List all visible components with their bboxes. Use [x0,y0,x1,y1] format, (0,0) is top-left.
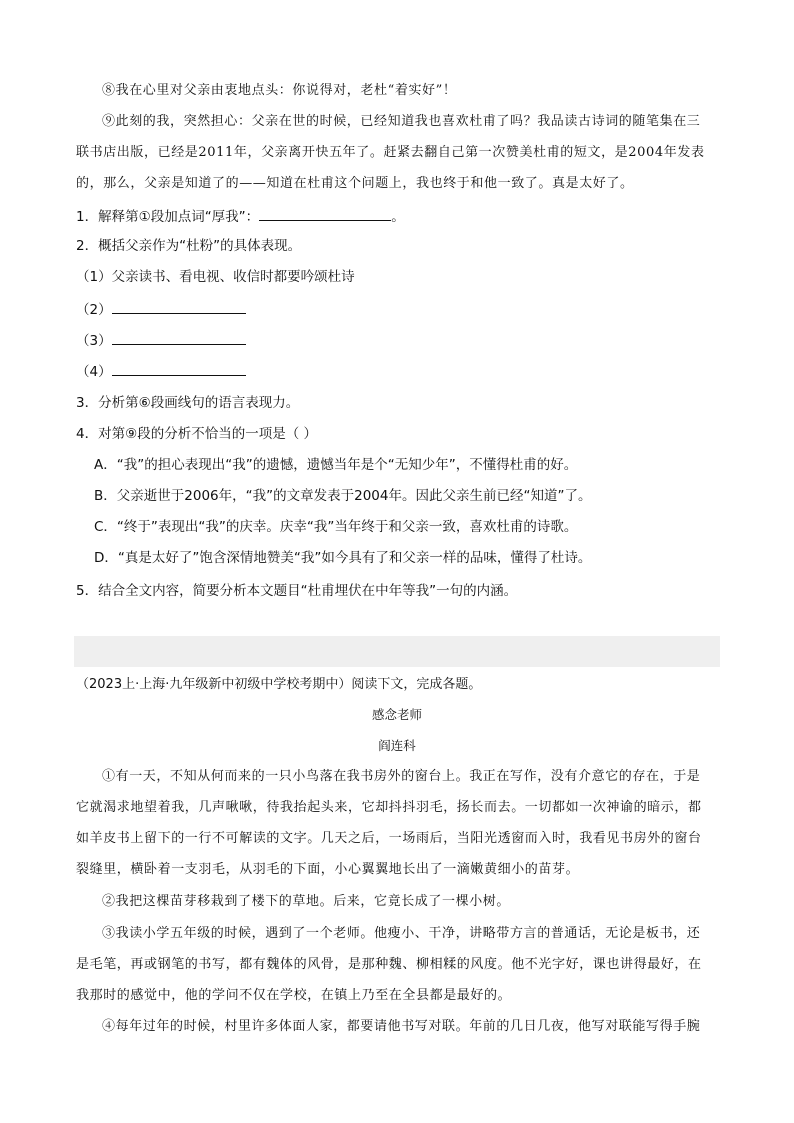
passage-title: 感念老师 [371,707,422,722]
p2-paragraph-3-line-2: 是毛笔，再或钢笔的书写，都有魏体的风骨，是那种魏、柳相糅的风度。他不光字好，课也讲得最好，在 [76,957,702,972]
answer-3-label: （3） [76,333,112,349]
answer-blank-3[interactable] [112,330,246,345]
answer-blank-1[interactable] [259,206,391,221]
p2-paragraph-1-line-4: 裂缝里，横卧着一支羽毛，从羽毛的下面，小心翼翼地长出了一滴嫩黄细小的苗芽。 [76,862,580,877]
paragraph-8: ⑧我在心里对父亲由衷地点头：你说得对，老杜“着实好”！ [102,83,457,98]
answer-4-label: （4） [76,364,112,380]
source-note: （2023上·上海·九年级新中初级中学校考期中）阅读下文，完成各题。 [76,677,482,692]
question-4-option-d[interactable]: D．“真是太好了”饱含深情地赞美“我”如今具有了和父亲一样的品味，懂得了杜诗。 [94,550,592,566]
p2-paragraph-3-line-3: 我那时的感觉中，他的学问不仅在学校，在镇上乃至在全县都是最好的。 [76,988,512,1003]
p2-paragraph-1-line-1: ①有一天，不知从何而来的一只小鸟落在我书房外的窗台上。我正在写作，没有介意它的存在，于是 [102,769,701,784]
passage-author: 阎连科 [378,738,416,753]
p2-paragraph-3-line-1: ③我读小学五年级的时候，遇到了一个老师。他瘦小、干净，讲略带方言的普通话，无论是板书，还 [102,926,701,941]
answer-blank-2[interactable] [112,299,246,314]
question-2-answer-2 [76,299,246,319]
answer-2-label: （2） [76,302,112,318]
question-1 [76,206,405,226]
question-2-answer-4 [76,361,246,381]
question-4: 4．对第⑨段的分析不恰当的一项是（ ） [76,426,317,442]
question-4-option-b[interactable]: B．父亲逝世于2006年，“我”的文章发表于2004年。因此父亲生前已经“知道”了。 [94,488,592,504]
p2-paragraph-4-line-1: ④每年过年的时候，村里许多体面人家，都要请他书写对联。年前的几日几夜，他写对联能写得手腕 [102,1019,701,1034]
answer-blank-4[interactable] [112,361,246,376]
question-2-answer-3 [76,330,246,350]
question-5: 5．结合全文内容，简要分析本文题目“杜甫埋伏在中年等我”一句的内涵。 [76,583,518,599]
question-1-text: 1．解释第①段加点词“厚我”： [76,209,260,225]
question-4-option-a[interactable]: A．“我”的担心表现出“我”的遗憾，遗憾当年是个“无知少年”，不懂得杜甫的好。 [94,457,578,473]
question-4-option-c[interactable]: C．“终于”表现出“我”的庆幸。庆幸“我”当年终于和父亲一致，喜欢杜甫的诗歌。 [94,519,578,535]
question-3: 3．分析第⑥段画线句的语言表现力。 [76,395,300,411]
p2-paragraph-1-line-2: 它就渴求地望着我，几声啾啾，待我抬起头来，它却抖抖羽毛，扬长而去。一切都如一次神谕的暗示，都 [76,800,702,815]
paragraph-9-line-1: ⑨此刻的我，突然担心：父亲在世的时候，已经知道我也喜欢杜甫了吗？我品读古诗词的随笔集在三 [102,114,701,129]
question-1-end: 。 [391,209,405,225]
question-2-answer-1: （1）父亲读书、看电视、收信时都要吟颂杜诗 [76,269,355,285]
question-2: 2．概括父亲作为“杜粉”的具体表现。 [76,238,302,254]
p2-paragraph-2: ②我把这棵苗芽移栽到了楼下的草地。后来，它竟长成了一棵小树。 [102,894,511,909]
p2-paragraph-1-line-3: 如羊皮书上留下的一行不可解读的文字。几天之后，一场雨后，当阳光透窗而入时，我看见书房外的窗台 [76,831,702,846]
paragraph-9-line-2: 联书店出版，已经是2011年，父亲离开快五年了。赶紧去翻自己第一次赞美杜甫的短文，是2004年发表 [76,145,705,160]
section-divider [74,636,720,667]
paragraph-9-line-3: 的，那么，父亲是知道了的——知道在杜甫这个问题上，我也终于和他一致了。真是太好了。 [76,176,634,191]
